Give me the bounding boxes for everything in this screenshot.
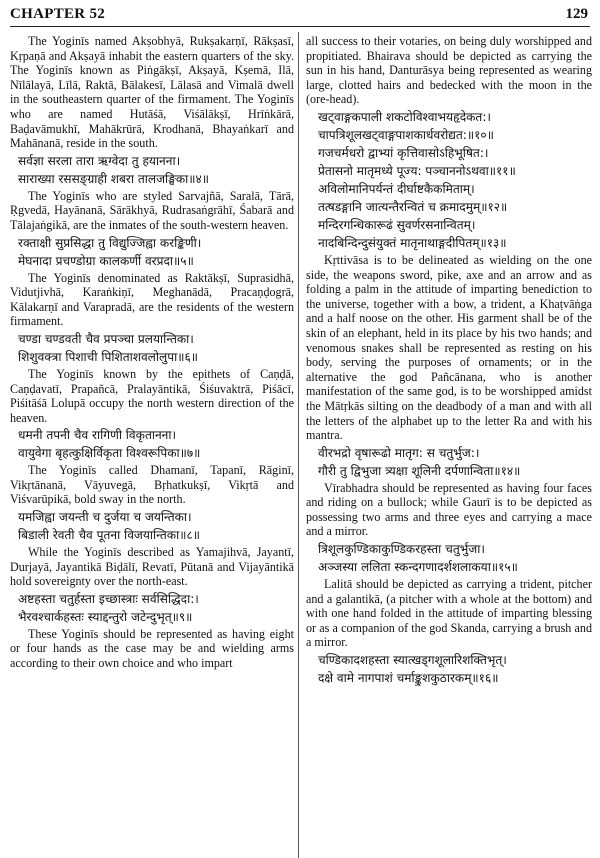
right-column — [306, 34, 592, 858]
page-number: 129 — [565, 6, 588, 22]
translation-paragraph: While the Yoginīs described as Yamajihvā, Jayantī, Durjayā, Jayantikā Biḍālī, Revatī, Pūtanā and Vijayāntikā hold sovereignty over the north-east. — [10, 545, 294, 589]
sanskrit-verse-line: वीरभद्रो वृषारूढो मातृग: स चतुर्भुज:। — [318, 445, 480, 460]
translation-paragraph: The Yoginīs called Dhamanī, Tapanī, Rāginī, Vikṛtānanā, Vāyuvegā, Bṛhatkukṣī, Vikṛtā and Viśvarūpikā, bold sway in the north. — [10, 463, 294, 507]
sanskrit-verse-line: यमजिह्वा जयन्ती च दुर्जया च जयन्तिका। — [18, 510, 192, 525]
sanskrit-verse-line: त्रिशूलकुण्डिकाकुण्डिकरहस्ता चतुर्भुजा। — [318, 542, 485, 557]
translation-paragraph: These Yoginīs should be represented as having eight or four hands as the case may be and wielding arms according to their own choice and who impart — [10, 626, 294, 671]
translation-paragraph: The Yoginīs denominated as Raktākṣī, Suprasidhā, Vidutjivhā, Karaṅkiṇī, Meghanādā, Pracaṇḍogrā, Kālakarṇī and Varapradā, are the residents of the western firmament. — [10, 270, 294, 329]
page-header — [10, 4, 590, 27]
sanskrit-verse-line: चण्डा चण्डवती चैव प्रपञ्चा प्रलयान्तिका। — [18, 331, 194, 346]
chapter-heading: CHAPTER 52 — [10, 6, 106, 22]
sanskrit-verse-line: सर्वज्ञा सरला तारा ऋग्वेदा तु हयानना। — [18, 153, 181, 168]
translation-paragraph: Kṛttivāsa is to be delineated as wielding on the one side, the weapons sword, pike, axe and an arrow and as folding a palm in the attitude of imparting benediction to the universe, together with a bow, a trident, a Khaṭvāṅga and a half noose on the other. His garment shall be of the skin of an elephant, held in its place by his two hands; and venomous snakes shall be represented as resting on his body, serving the purposes of ornaments; or in the alternative the god Pañcānana, who is another manifestation of the same god, is to be worshipped amidst the Mātṛkās silting on the deadbody of a man and with all the letters of the alphabet up to the letter Ra and with his mantra. — [306, 252, 592, 443]
sanskrit-verse-line: अञ्जस्या ललिता स्कन्दगणादर्शशलाकया॥१५॥ — [318, 560, 518, 575]
sanskrit-verse-line: शिशुवक्त्रा पिशाची पिशिताशवलोलुपा॥६॥ — [18, 349, 198, 364]
sanskrit-verse-line: चापत्रिशूलखट्वाङ्गपाशकार्धवरोद्यत:॥१०॥ — [318, 127, 494, 142]
sanskrit-verse-line: धमनी तपनी चैव रागिणी विकृतानना। — [18, 428, 177, 443]
sanskrit-verse-line: भैरवश्चार्कहस्तः स्याद्दन्तुरो जटेन्दुभृत्॥९॥ — [18, 609, 193, 624]
sanskrit-verse-line: मेघनादा प्रचण्डोग्रा कालकर्णी वरप्रदा॥५॥ — [18, 253, 194, 268]
sanskrit-verse-line: रक्ताक्षी सुप्रसिद्धा तु विद्युज्जिह्वा करङ्किणी। — [18, 235, 202, 250]
sanskrit-verse-line: अष्टहस्ता चतुर्हस्ता इच्छास्त्राः सर्वसिद्धिदा:। — [18, 591, 199, 606]
sanskrit-verse-line: प्रेतासनो मातृमध्ये पूज्य: पञ्चाननोऽथवा॥११॥ — [318, 163, 516, 178]
translation-paragraph: Lalitā should be depicted as carrying a trident, pitcher and a galantikā, (a pitcher with a whole at the bottom) and with one hand folded in the attitude of imparting blessing or as a companion of the god Skanda, carrying a brush and a mirror. — [306, 577, 592, 650]
sanskrit-verse-line: मन्दिरगन्धिकारूढं सुवर्णरसनान्वितम्। — [318, 217, 476, 232]
sanskrit-verse-line: साराख्या रससङ्ग्राही शबरा तालजङ्घिका॥४॥ — [18, 171, 210, 186]
sanskrit-verse-line: तत्षडङ्गानि जात्यन्तैरन्वितं च क्रमादमुम्॥१२॥ — [318, 199, 508, 214]
sanskrit-verse-line: गजचर्मधरो द्वाभ्यां कृत्तिवासोऽहिभूषित:। — [318, 145, 489, 160]
sanskrit-verse-line: नादबिन्दिन्दुसंयुक्तं मातृनाथाङ्गदीपितम्॥१३॥ — [318, 235, 507, 250]
sanskrit-verse-line: अविलोमानिपर्यन्तं दीर्घाष्टकैकमिताम्। — [318, 181, 475, 196]
sanskrit-verse-line: दक्षे वामे नागपाशं चर्माङ्कुशकुठारकम्॥१६॥ — [318, 671, 499, 686]
sanskrit-verse-line: वायुवेगा बृहत्कुक्षिर्विकृता विश्वरूपिका॥७॥ — [18, 446, 201, 461]
sanskrit-verse-line: गौरी तु द्विभुजा त्र्यक्षा शूलिनी दर्पणान्विता॥१४॥ — [318, 463, 521, 478]
sanskrit-verse-line: चण्डिकादशहस्ता स्यात्खड्गशूलारिशक्तिभृत्। — [318, 653, 507, 668]
left-column — [10, 34, 294, 858]
sanskrit-verse-line: खट्वाङ्गकपाली शकटोविश्वाभयहृदेकत:। — [318, 109, 491, 124]
translation-paragraph: The Yoginīs who are styled Sarvajñā, Saralā, Tārā, Ṛgvedā, Hayānanā, Sārākhyā, Rudrasaṅgrāhī, Śabarā and Tālajaṅgikā, are the inmates of the south-western heaven. — [10, 188, 294, 232]
column-divider — [298, 32, 299, 858]
translation-paragraph: all success to their votaries, on being duly worshipped and propitiated. Bhairava should be depicted as carrying the sun in his hand, Danturāsya being represented as wearing large, clotted hairs and bedecked with the moon in the (ore-head). — [306, 34, 592, 107]
translation-paragraph: The Yoginīs named Akṣobhyā, Rukṣakarṇī, Rākṣasī, Kṛpaṇā and Akṣayā inhabit the eastern quarters of the sky. The Yoginīs known as Piṅgākṣī, Akṣayā, Kṣemā, Ilā, Nīlālayā, Līlā, Raktā, Bālakesī, Lālasā and Vimalā dwell in the southeastern quarter of the firmament. The Yoginīs who are named Hutāśā, Viśālākṣī, Hrīṅkārā, Baḍavāmukhī, Mahākrūrā, Krodhanā, Bhayaṅkarī and Mahānanā, reside in the south. — [10, 34, 294, 151]
translation-paragraph: The Yoginīs known by the epithets of Caṇḍā, Caṇḍavatī, Prapañcā, Pralayāntikā, Śiśuvaktrā, Piśācī, Piśitāśā Lolupā occupy the north western direction of the heaven. — [10, 366, 294, 425]
sanskrit-verse-line: बिडाली रेवती चैव पूतना विजयान्तिका॥८॥ — [18, 528, 200, 543]
translation-paragraph: Vīrabhadra should be represented as having four faces and riding on a bullock; while Gaurī is to be depicted as possessing two arms and three eyes and carrying a mace and a mirror. — [306, 480, 592, 539]
